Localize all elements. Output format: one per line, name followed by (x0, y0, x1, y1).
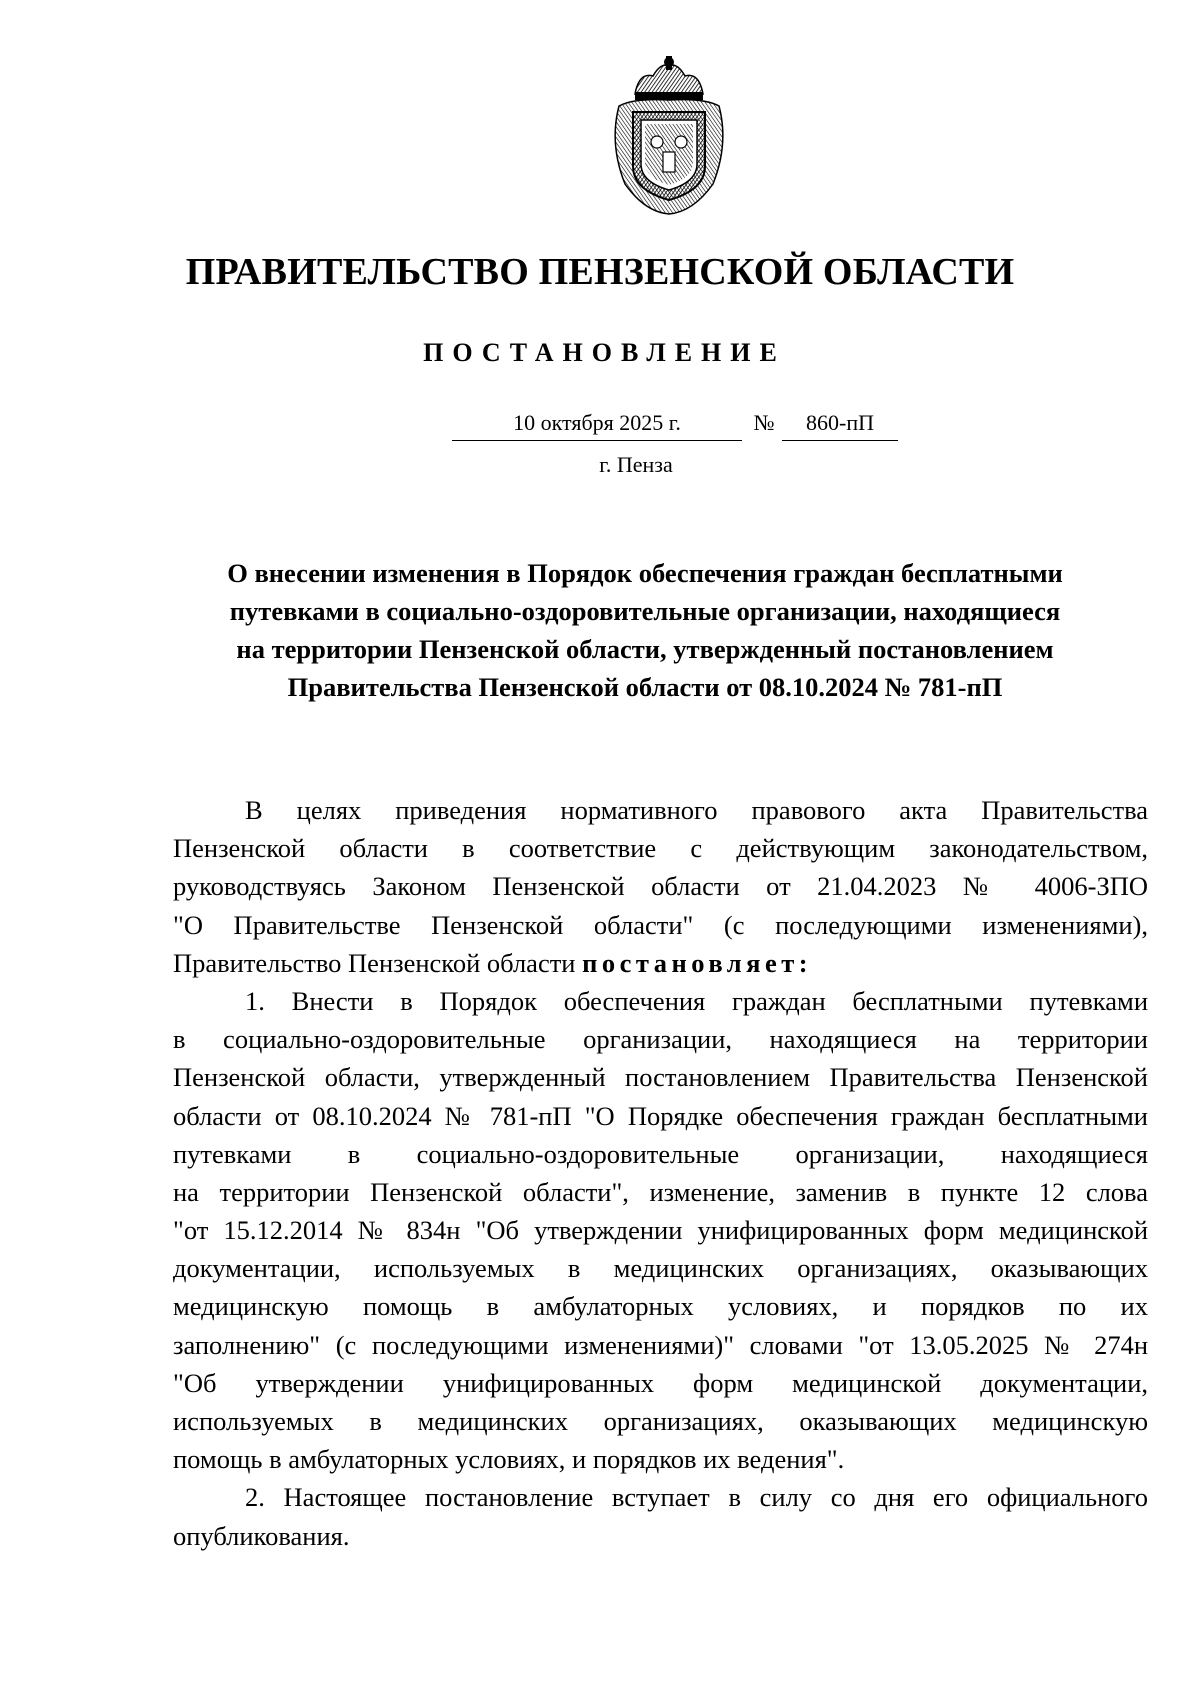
item-1-line: заполнению" (с последующими изменениями)" словами "от 13.05.2025 № 274н (173, 1329, 1148, 1360)
resolves-word: постановляет: (582, 947, 813, 978)
item-1-line: Пензенской области, утвержденный постановлением Правительства Пензенской (173, 1062, 1148, 1093)
item-1-line: на территории Пензенской области", изменение, заменив в пункте 12 слова (173, 1176, 1148, 1207)
body-line: Пензенской области в соответствие с действующим законодательством, (173, 833, 1148, 864)
decree-date: 10 октября 2025 г. (452, 408, 742, 441)
coat-of-arms-emblem (605, 54, 733, 218)
item-1-line: документации, используемых в медицинских организациях, оказывающих (173, 1253, 1148, 1284)
item-1-line: медицинскую помощь в амбулаторных условиях, и порядков по их (173, 1291, 1148, 1322)
number-sign: № (753, 410, 775, 435)
item-1-line: "от 15.12.2014 № 834н "Об утверждении унифицированных форм медицинской (173, 1215, 1148, 1246)
item-1-line: в социально-оздоровительные организации, находящиеся на территории (173, 1024, 1148, 1055)
body-line: "О Правительстве Пензенской области" (с последующими изменениями), (173, 909, 1148, 940)
decree-body (173, 791, 1148, 1555)
heading-line: на территории Пензенской области, утвержденный постановлением (236, 634, 1054, 664)
decree-heading (180, 554, 1110, 706)
item-1-line: области от 08.10.2024 № 781-пП "О Порядке обеспечения граждан бесплатными (173, 1100, 1148, 1131)
item-2-line: опубликования. (173, 1520, 350, 1551)
item-1-line: используемых в медицинских организациях, оказывающих медицинскую (173, 1406, 1148, 1436)
heading-line: Правительства Пензенской области от 08.10.2024 № 781-пП (287, 672, 1003, 702)
body-line (173, 944, 1148, 982)
item-1-line: "Об утверждении унифицированных форм медицинской документации, (173, 1367, 1148, 1398)
heading-line: О внесении изменения в Порядок обеспечения граждан бесплатными (227, 558, 1063, 588)
item-1-line: 1. Внести в Порядок обеспечения граждан бесплатными путевками (245, 985, 1148, 1016)
body-line: В целях приведения нормативного правового акта Правительства (245, 795, 1148, 825)
item-2-line: 2. Настоящее постановление вступает в силу со дня его официального (245, 1482, 1148, 1513)
document-type: ПОСТАНОВЛЕНИЕ (423, 338, 786, 367)
heading-line: путевками в социально-оздоровительные организации, находящиеся (229, 596, 1061, 626)
item-1-line: путевками в социально-оздоровительные организации, находящиеся (173, 1138, 1148, 1169)
organization-title: ПРАВИТЕЛЬСТВО ПЕНЗЕНСКОЙ ОБЛАСТИ (185, 251, 1015, 293)
preamble-last-text: Правительство Пензенской области (173, 947, 576, 978)
body-line: руководствуясь Законом Пензенской области от 21.04.2023 № 4006-ЗПО (173, 871, 1148, 902)
city-name: г. Пенза (599, 452, 673, 477)
item-1-line: помощь в амбулаторных условиях, и порядков их ведения". (173, 1444, 845, 1475)
decree-number: 860-пП (782, 408, 898, 441)
